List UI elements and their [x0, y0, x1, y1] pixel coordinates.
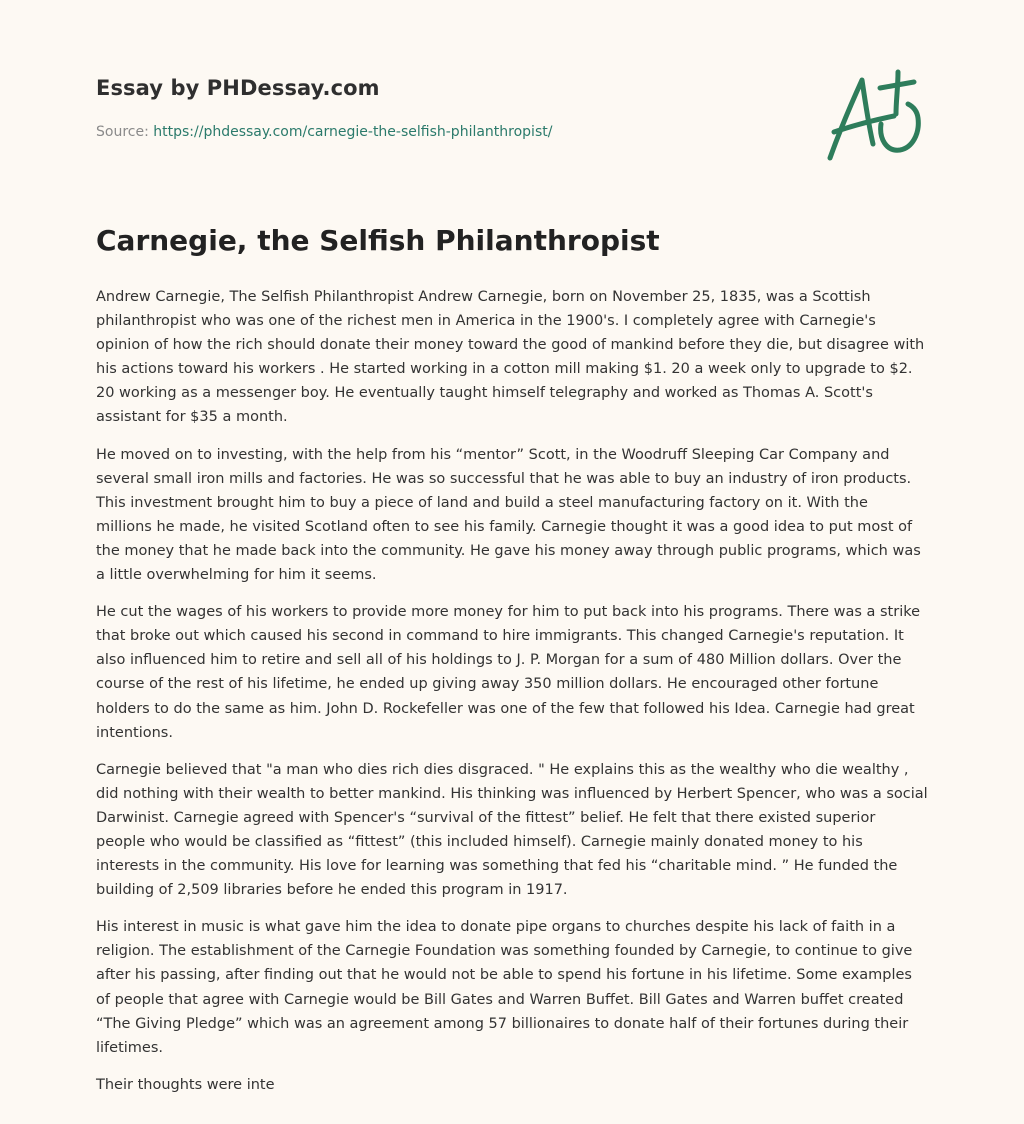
- source-label: Source:: [96, 124, 154, 140]
- a-plus-logo-icon: [824, 66, 928, 166]
- essay-title: Carnegie, the Selfish Philanthropist: [96, 224, 660, 257]
- essay-paragraph: His interest in music is what gave him the idea to donate pipe organs to churches despite his lack of faith in a religion. The establishment of the Carnegie Foundation was something founded by Carnegie, to continue to give after his passing, after finding out that he would not be able to spend his fortune in his lifetime. Some examples of people that agree with Carnegie would be Bill Gates and Warren Buffet. Bill Gates and Warren buffet created “The Giving Pledge” which was an agreement among 57 billionaires to donate half of their fortunes during their lifetimes.: [96, 919, 913, 1056]
- essay-paragraph: Their thoughts were inte: [96, 1076, 275, 1093]
- essay-paragraph: He moved on to investing, with the help from his “mentor” Scott, in the Woodruff Sleeping Car Company and several small iron mills and factories. He was so successful that he was able to buy an industry of iron products. This investment brought him to buy a piece of land and build a steel manufacturing factory on it. With the millions he made, he visited Scotland often to see his family. Carnegie thought it was a good idea to put most of the money that he made back into the community. He gave his money away through public programs, which was a little overwhelming for him it seems.: [96, 446, 921, 584]
- source-link[interactable]: https://phdessay.com/carnegie-the-selfish-philanthropist/: [153, 124, 553, 140]
- source-line: [96, 124, 552, 140]
- essay-paragraph: Andrew Carnegie, The Selfish Philanthropist Andrew Carnegie, born on November 25, 1835, was a Scottish philanthropist who was one of the richest men in America in the 1900's. I completely agree with Carnegie's opinion of how the rich should donate their money toward the good of mankind before they die, but disagree with his actions toward his workers . He started working in a cotton mill making $1. 20 a week only to upgrade to $2. 20 working as a messenger boy. He eventually taught himself telegraphy and worked as Thomas A. Scott's assistant for $35 a month.: [96, 289, 925, 426]
- essay-paragraph: He cut the wages of his workers to provide more money for him to put back into his programs. There was a strike that broke out which caused his second in command to hire immigrants. This changed Carnegie's reputation. It also influenced him to retire and sell all of his holdings to J. P. Morgan for a sum of 480 Million dollars. Over the course of the rest of his lifetime, he ended up giving away 350 million dollars. He encouraged other fortune holders to do the same as him. John D. Rockefeller was one of the few that followed his Idea. Carnegie had great intentions.: [96, 604, 921, 741]
- site-brand: Essay by PHDessay.com: [96, 76, 380, 100]
- essay-body: [96, 285, 928, 1110]
- essay-paragraph: Carnegie believed that "a man who dies rich dies disgraced. " He explains this as the wealthy who die wealthy , did nothing with their wealth to better mankind. His thinking was influenced by Herbert Spencer, who was a social Darwinist. Carnegie agreed with Spencer's “survival of the fittest” belief. He felt that there existed superior people who would be classified as “fittest” (this included himself). Carnegie mainly donated money to his interests in the community. His love for learning was something that fed his “charitable mind. ” He funded the building of 2,509 libraries before he ended this program in 1917.: [96, 761, 928, 899]
